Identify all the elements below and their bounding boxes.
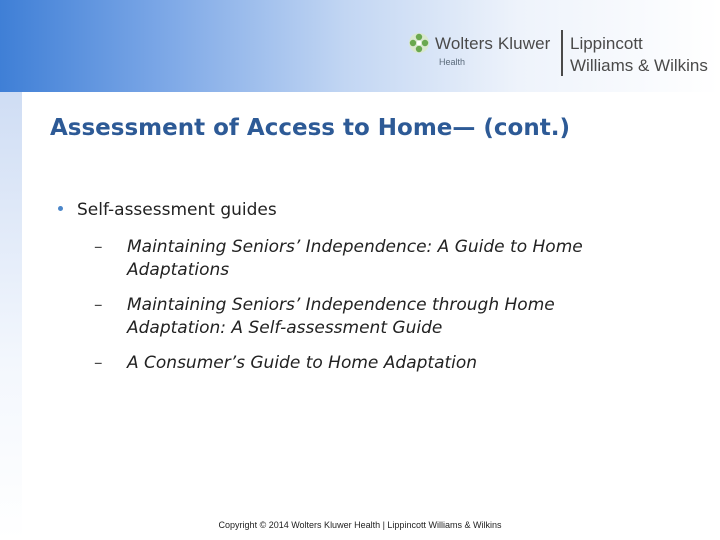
dash-icon: –	[94, 295, 103, 315]
sub-bullet-text: Maintaining Seniors’ Independence: A Guide to Home Adaptations	[127, 237, 583, 280]
sub-bullet-text: Maintaining Seniors’ Independence through Home Adaptation: A Self-assessment Guide	[127, 295, 555, 338]
dash-icon: –	[94, 237, 103, 257]
division-label: Health	[439, 57, 466, 67]
wolters-kluwer-name: Wolters Kluwer	[435, 34, 551, 53]
bullet-dot-icon	[58, 206, 63, 211]
left-gradient-band	[0, 92, 22, 540]
slide-title: Assessment of Access to Home— (cont.)	[50, 115, 570, 141]
logo-divider	[561, 30, 563, 76]
bullet-text: Self-assessment guides	[77, 200, 277, 220]
wolters-kluwer-logo-icon	[408, 32, 430, 54]
sub-bullet-item	[94, 294, 654, 340]
copyright-footer: Copyright © 2014 Wolters Kluwer Health | Lippincott Williams & Wilkins	[218, 520, 502, 530]
publisher-logo	[408, 28, 716, 80]
dash-icon: –	[94, 353, 103, 373]
bullet-item	[58, 200, 277, 220]
sub-bullet-item	[94, 236, 654, 282]
lippincott-name: Lippincott	[570, 34, 643, 53]
sub-bullet-text: A Consumer’s Guide to Home Adaptation	[127, 353, 478, 373]
sub-bullet-item	[94, 352, 654, 375]
williams-wilkins-name: Williams & Wilkins	[570, 56, 708, 75]
